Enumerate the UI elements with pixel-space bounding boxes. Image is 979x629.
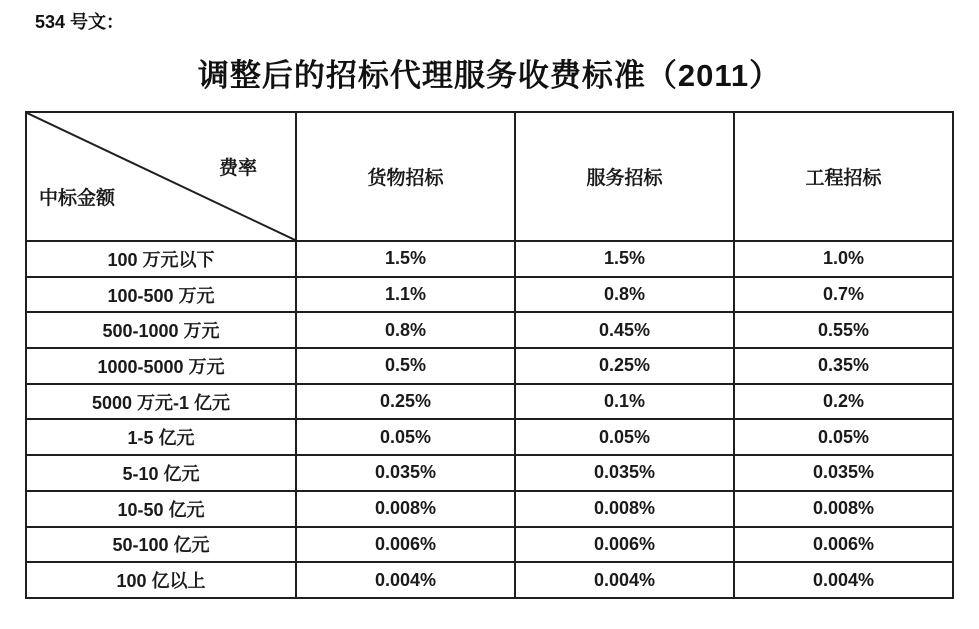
rate-cell: 0.006% <box>734 527 953 563</box>
column-header-works: 工程招标 <box>734 112 953 241</box>
column-header-services: 服务招标 <box>515 112 734 241</box>
corner-cell <box>26 112 296 241</box>
rate-cell: 0.25% <box>296 384 515 420</box>
corner-label-amount: 中标金额 <box>39 188 116 209</box>
table-row <box>26 419 953 455</box>
rate-cell: 0.008% <box>296 491 515 527</box>
rate-cell: 0.55% <box>734 312 953 348</box>
rate-cell: 1.1% <box>296 277 515 313</box>
rate-cell: 0.035% <box>734 455 953 491</box>
row-label: 5-10 亿元 <box>26 455 296 491</box>
rate-cell: 0.004% <box>296 562 515 598</box>
rate-cell: 0.006% <box>296 527 515 563</box>
rate-cell: 0.05% <box>296 419 515 455</box>
doc-number-label: 534 号文： <box>35 12 125 32</box>
rate-cell: 0.006% <box>515 527 734 563</box>
table-row <box>26 455 953 491</box>
row-label: 1000-5000 万元 <box>26 348 296 384</box>
table-header-row <box>26 112 953 241</box>
rate-cell: 1.5% <box>296 241 515 277</box>
row-label: 100-500 万元 <box>26 277 296 313</box>
table-row <box>26 312 953 348</box>
table-row <box>26 562 953 598</box>
corner-label-rate: 费率 <box>218 158 257 179</box>
rate-cell: 1.0% <box>734 241 953 277</box>
table-row <box>26 241 953 277</box>
rate-cell: 0.35% <box>734 348 953 384</box>
rate-cell: 0.5% <box>296 348 515 384</box>
table-row <box>26 491 953 527</box>
rate-cell: 0.2% <box>734 384 953 420</box>
rate-cell: 0.25% <box>515 348 734 384</box>
rate-cell: 0.05% <box>734 419 953 455</box>
page-title: 调整后的招标代理服务收费标准（2011） <box>197 58 782 93</box>
rate-cell: 1.5% <box>515 241 734 277</box>
rate-cell: 0.004% <box>515 562 734 598</box>
rate-cell: 0.008% <box>734 491 953 527</box>
row-label: 5000 万元-1 亿元 <box>26 384 296 420</box>
rate-cell: 0.7% <box>734 277 953 313</box>
rate-cell: 0.008% <box>515 491 734 527</box>
row-label: 50-100 亿元 <box>26 527 296 563</box>
rate-cell: 0.8% <box>296 312 515 348</box>
rate-cell: 0.004% <box>734 562 953 598</box>
table-row <box>26 277 953 313</box>
row-label: 1-5 亿元 <box>26 419 296 455</box>
rate-cell: 0.1% <box>515 384 734 420</box>
table-row <box>26 384 953 420</box>
fee-standard-table <box>25 111 954 599</box>
rate-cell: 0.05% <box>515 419 734 455</box>
row-label: 100 亿以上 <box>26 562 296 598</box>
row-label: 100 万元以下 <box>26 241 296 277</box>
row-label: 500-1000 万元 <box>26 312 296 348</box>
table-row <box>26 348 953 384</box>
rate-cell: 0.8% <box>515 277 734 313</box>
rate-cell: 0.035% <box>515 455 734 491</box>
rate-cell: 0.45% <box>515 312 734 348</box>
rate-cell: 0.035% <box>296 455 515 491</box>
row-label: 10-50 亿元 <box>26 491 296 527</box>
column-header-goods: 货物招标 <box>296 112 515 241</box>
table-row <box>26 527 953 563</box>
